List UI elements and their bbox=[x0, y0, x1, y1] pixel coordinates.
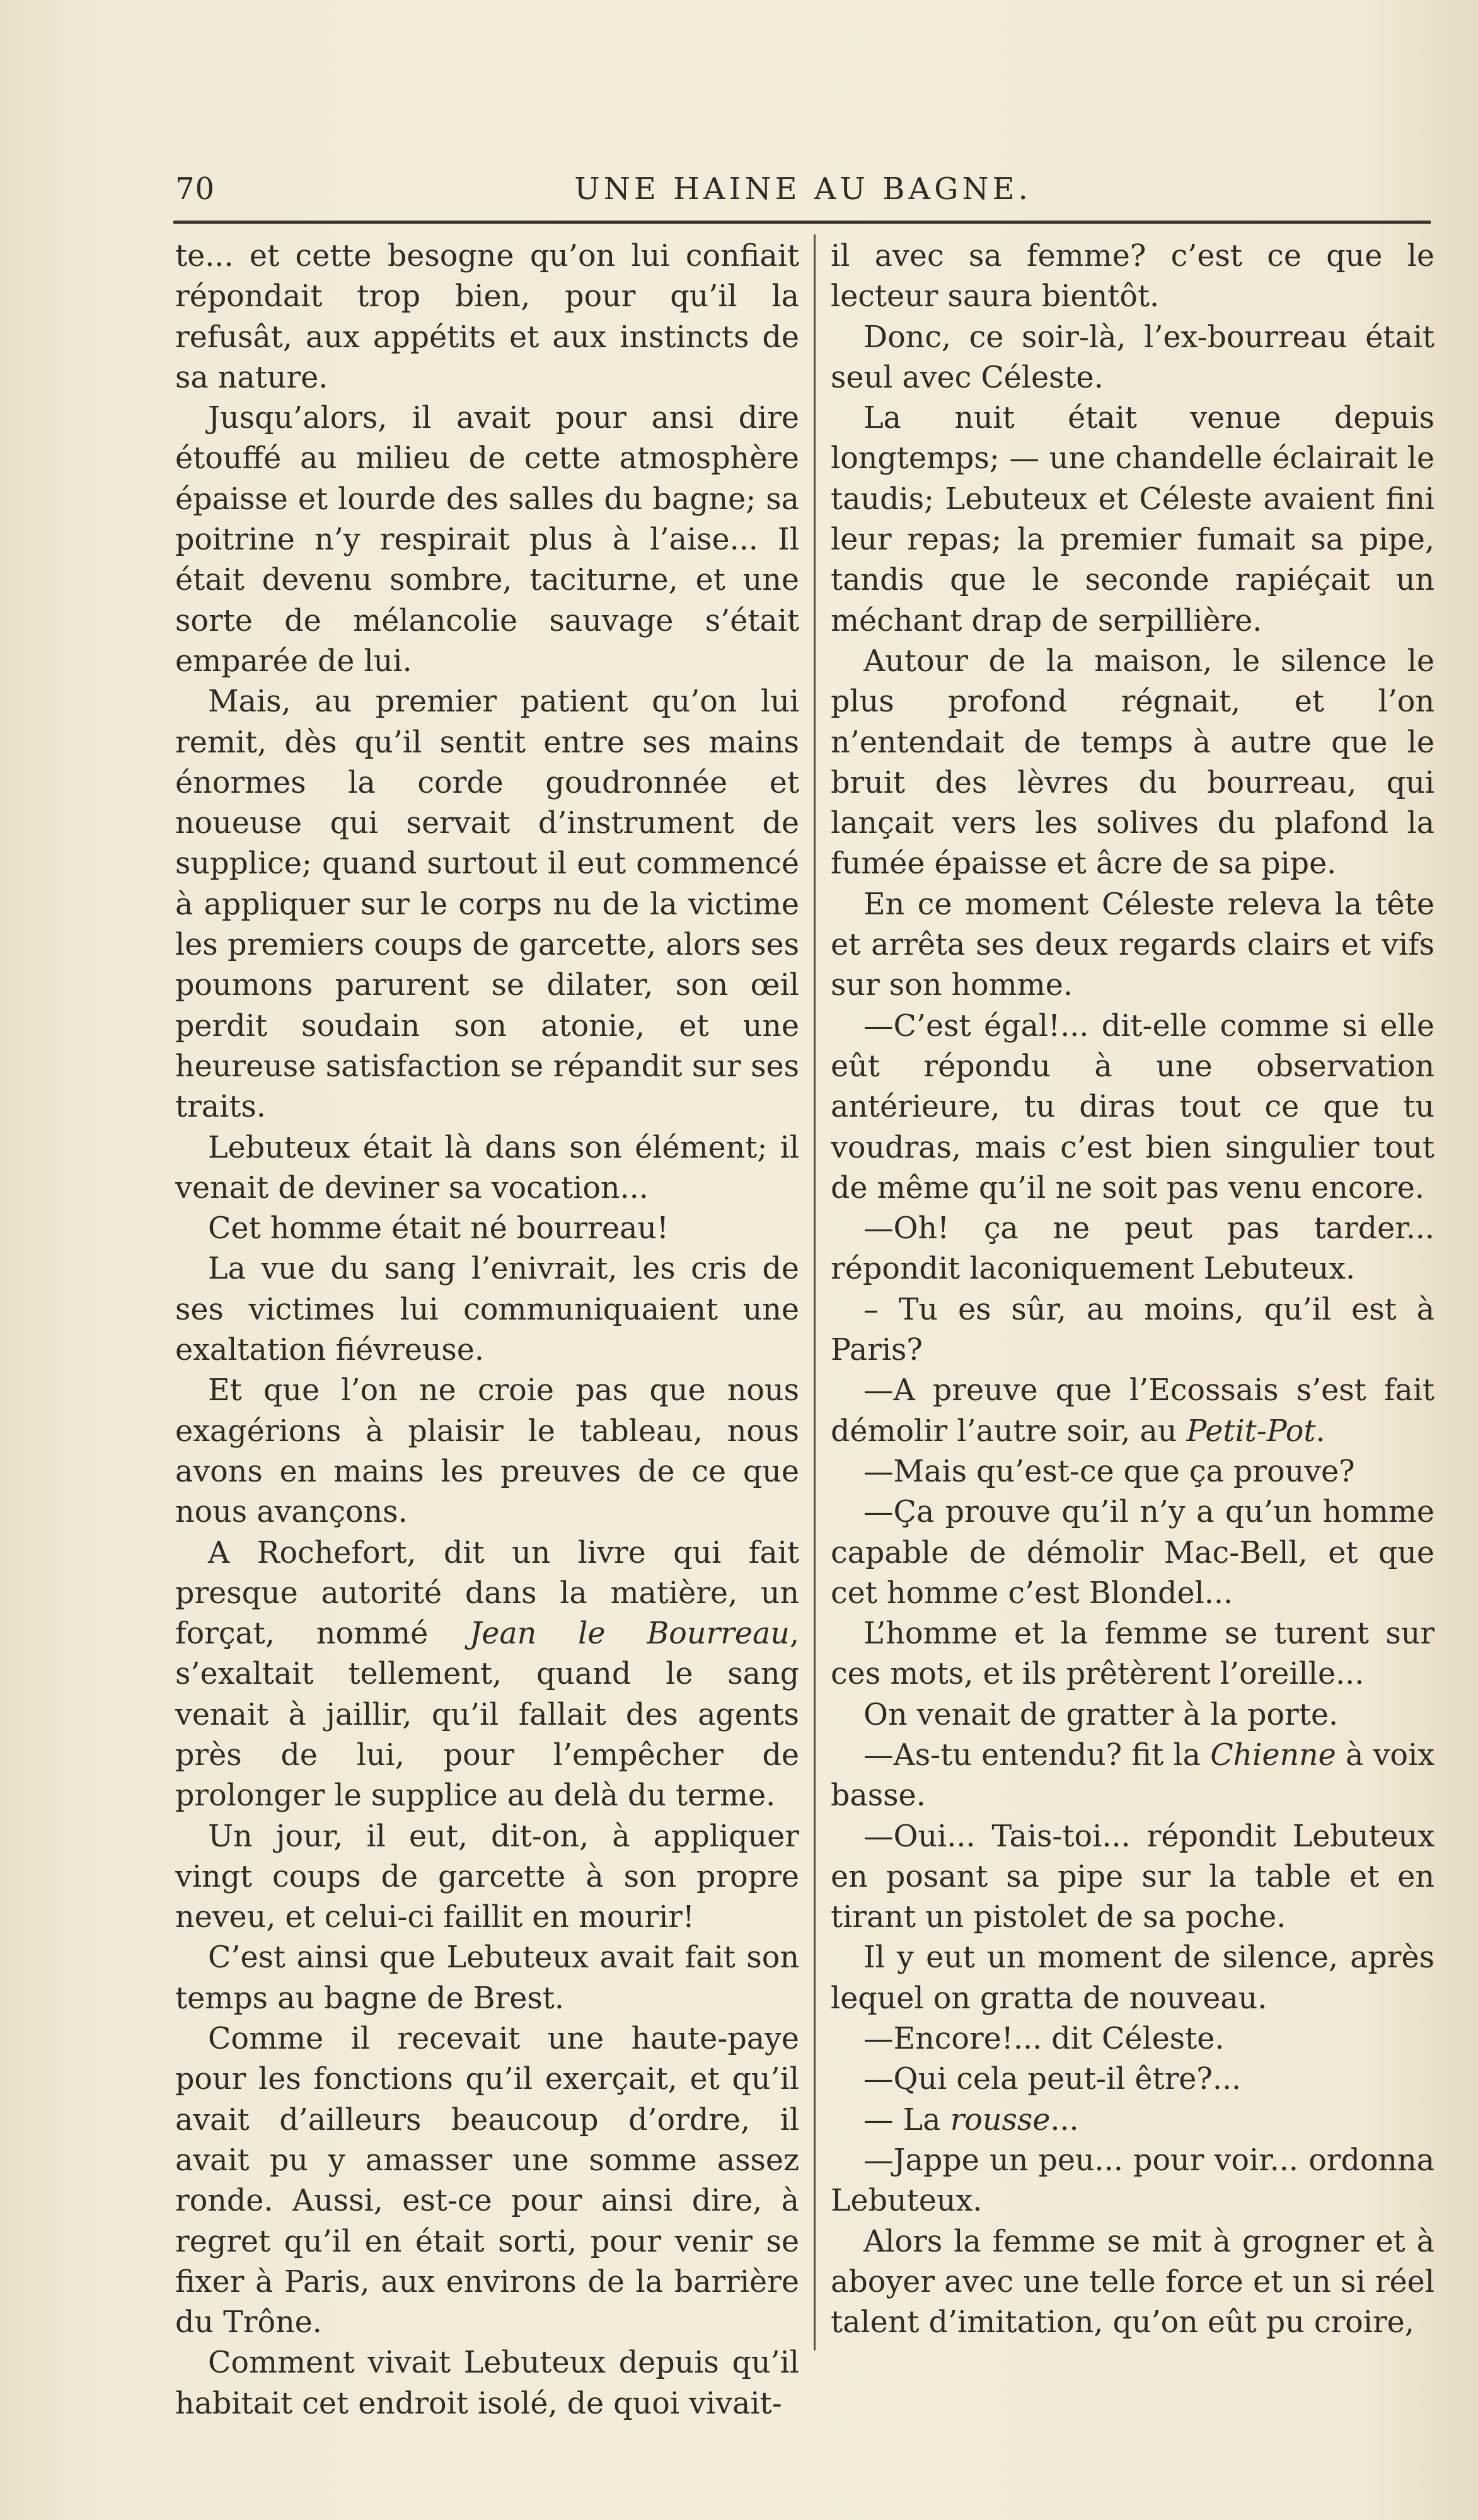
paragraph-text: . bbox=[1315, 1413, 1325, 1449]
paragraph-text: , s’exaltait tellement, quand le sang venait à jaillir, qu’il fallait des agents près de lui, pour l’empêcher de prolonger le supplice au delà du terme. bbox=[175, 1616, 799, 1814]
paragraph-continuation: il avec sa femme? c’est ce que le lecteur saura bientôt. bbox=[831, 239, 1435, 314]
paragraph: C’est ainsi que Lebuteux avait fait son temps au bagne de Brest. bbox=[175, 1940, 799, 2016]
paragraph-text: A Rochefort, dit un livre qui fait presque autorité dans la matière, un forçat, nommé bbox=[175, 1535, 799, 1652]
paragraph-text: —As-tu entendu? fit la bbox=[863, 1737, 1211, 1773]
paragraph bbox=[831, 2100, 1435, 2141]
paragraph bbox=[831, 1371, 1435, 1452]
italic-text: rousse bbox=[950, 2102, 1051, 2137]
paragraph: —Oh! ça ne peut pas tarder... répondit laconiquement Lebuteux. bbox=[831, 1211, 1435, 1287]
paragraph: La nuit était venue depuis longtemps; — une chandelle éclairait le taudis; Lebuteux et Céleste avaient fini leur repas; la premier fumait sa pipe, tandis que le seconde rapiéçait un méchant drap de serpillière. bbox=[831, 401, 1435, 638]
paragraph bbox=[175, 1533, 799, 1817]
paragraph: – Tu es sûr, au moins, qu’il est à Paris? bbox=[831, 1292, 1435, 1368]
page-header bbox=[175, 171, 1431, 222]
paragraph: —Ça prouve qu’il n’y a qu’un homme capable de démolir Mac-Bell, et que cet homme c’est Blondel... bbox=[831, 1495, 1435, 1611]
italic-text: Petit-Pot bbox=[1186, 1413, 1316, 1449]
paragraph-text: à voix basse. bbox=[831, 1737, 1435, 1814]
column-divider bbox=[814, 234, 816, 2350]
paragraph bbox=[831, 1735, 1435, 1817]
paragraph: —Oui... Tais-toi... répondit Lebuteux en posant sa pipe sur la table et en tirant un pistolet de sa poche. bbox=[831, 1819, 1435, 1935]
paragraph: L’homme et la femme se turent sur ces mots, et ils prêtèrent l’oreille... bbox=[831, 1616, 1435, 1692]
paragraph: Mais, au premier patient qu’on lui remit, dès qu’il sentit entre ses mains énormes la corde goudronnée et noueuse qui servait d’instrument de supplice; quand surtout il eut commencé à appliquer sur le corps nu de la victime les premiers coups de garcette, alors ses poumons parurent se dilater, son œil perdit soudain son atonie, et une heureuse satisfaction se répandit sur ses traits. bbox=[175, 684, 799, 1125]
page-number: 70 bbox=[175, 171, 216, 207]
header-rule bbox=[173, 221, 1431, 224]
right-column bbox=[831, 236, 1435, 2343]
paragraph: Cet homme était né bourreau! bbox=[208, 1211, 669, 1246]
paragraph: Alors la femme se mit à grogner et à aboyer avec une telle force et un si réel talent d’imitation, qu’on eût pu croire, bbox=[831, 2224, 1435, 2340]
paragraph: Donc, ce soir-là, l’ex-bourreau était seul avec Céleste. bbox=[831, 319, 1435, 395]
paragraph: —Qui cela peut-il être?... bbox=[863, 2062, 1242, 2097]
paragraph-text: ... bbox=[1050, 2102, 1079, 2137]
paragraph: —Jappe un peu... pour voir... ordonna Lebuteux. bbox=[831, 2143, 1435, 2219]
paragraph: On venait de gratter à la porte. bbox=[863, 1697, 1339, 1732]
paragraph: Il y eut un moment de silence, après lequel on gratta de nouveau. bbox=[831, 1940, 1435, 2016]
running-title: UNE HAINE AU BAGNE. bbox=[574, 171, 1032, 207]
paragraph: —Encore!... dit Céleste. bbox=[863, 2022, 1225, 2057]
paragraph: Un jour, il eut, dit-on, à appliquer vingt coups de garcette à son propre neveu, et celui-ci faillit en mourir! bbox=[175, 1819, 799, 1935]
paragraph: Jusqu’alors, il avait pour ansi dire étouffé au milieu de cette atmosphère épaisse et lourde des salles du bagne; sa poitrine n’y respirait plus à l’aise... Il était devenu sombre, taciturne, et une sorte de mélancolie sauvage s’était emparée de lui. bbox=[175, 401, 799, 679]
paragraph: Autour de la maison, le silence le plus profond régnait, et l’on n’entendait de temps à autre que le bruit des lèvres du bourreau, qui lançait vers les solives du plafond la fumée épaisse et âcre de sa pipe. bbox=[831, 643, 1435, 882]
paragraph: Comment vivait Lebuteux depuis qu’il habitait cet endroit isolé, de quoi vivait- bbox=[175, 2345, 799, 2421]
left-column bbox=[175, 236, 799, 2424]
paragraph: —Mais qu’est-ce que ça prouve? bbox=[863, 1454, 1355, 1489]
paragraph: Lebuteux était là dans son élément; il venait de deviner sa vocation... bbox=[175, 1130, 799, 1205]
paragraph: En ce moment Céleste releva la tête et arrêta ses deux regards clairs et vifs sur son homme. bbox=[831, 887, 1435, 1003]
italic-text: Chienne bbox=[1210, 1737, 1336, 1773]
paragraph-continuation: te... et cette besogne qu’on lui confiait répondait trop bien, pour qu’il la refusât, aux appétits et aux instincts de sa nature. bbox=[175, 239, 799, 395]
paragraph: —C’est égal!... dit-elle comme si elle eût répondu à une observation antérieure, tu diras tout ce que tu voudras, mais c’est bien singulier tout de même qu’il ne soit pas venu encore. bbox=[831, 1008, 1435, 1205]
paragraph: Comme il recevait une haute-paye pour les fonctions qu’il exerçait, et qu’il avait d’ailleurs beaucoup d’ordre, il avait pu y amasser une somme assez ronde. Aussi, est-ce pour ainsi dire, à regret qu’il en était sorti, pour venir se fixer à Paris, aux environs de la barrière du Trône. bbox=[175, 2022, 799, 2340]
paragraph: Et que l’on ne croie pas que nous exagérions à plaisir le tableau, nous avons en mains les preuves de ce que nous avançons. bbox=[175, 1373, 799, 1530]
paragraph-text: — La bbox=[863, 2102, 950, 2137]
paragraph-text: —A preuve que l’Ecossais s’est fait démolir l’autre soir, au bbox=[831, 1373, 1435, 1449]
paragraph: La vue du sang l’enivrait, les cris de ses victimes lui communiquaient une exaltation fiévreuse. bbox=[175, 1251, 799, 1368]
italic-text: Jean le Bourreau bbox=[470, 1616, 790, 1652]
